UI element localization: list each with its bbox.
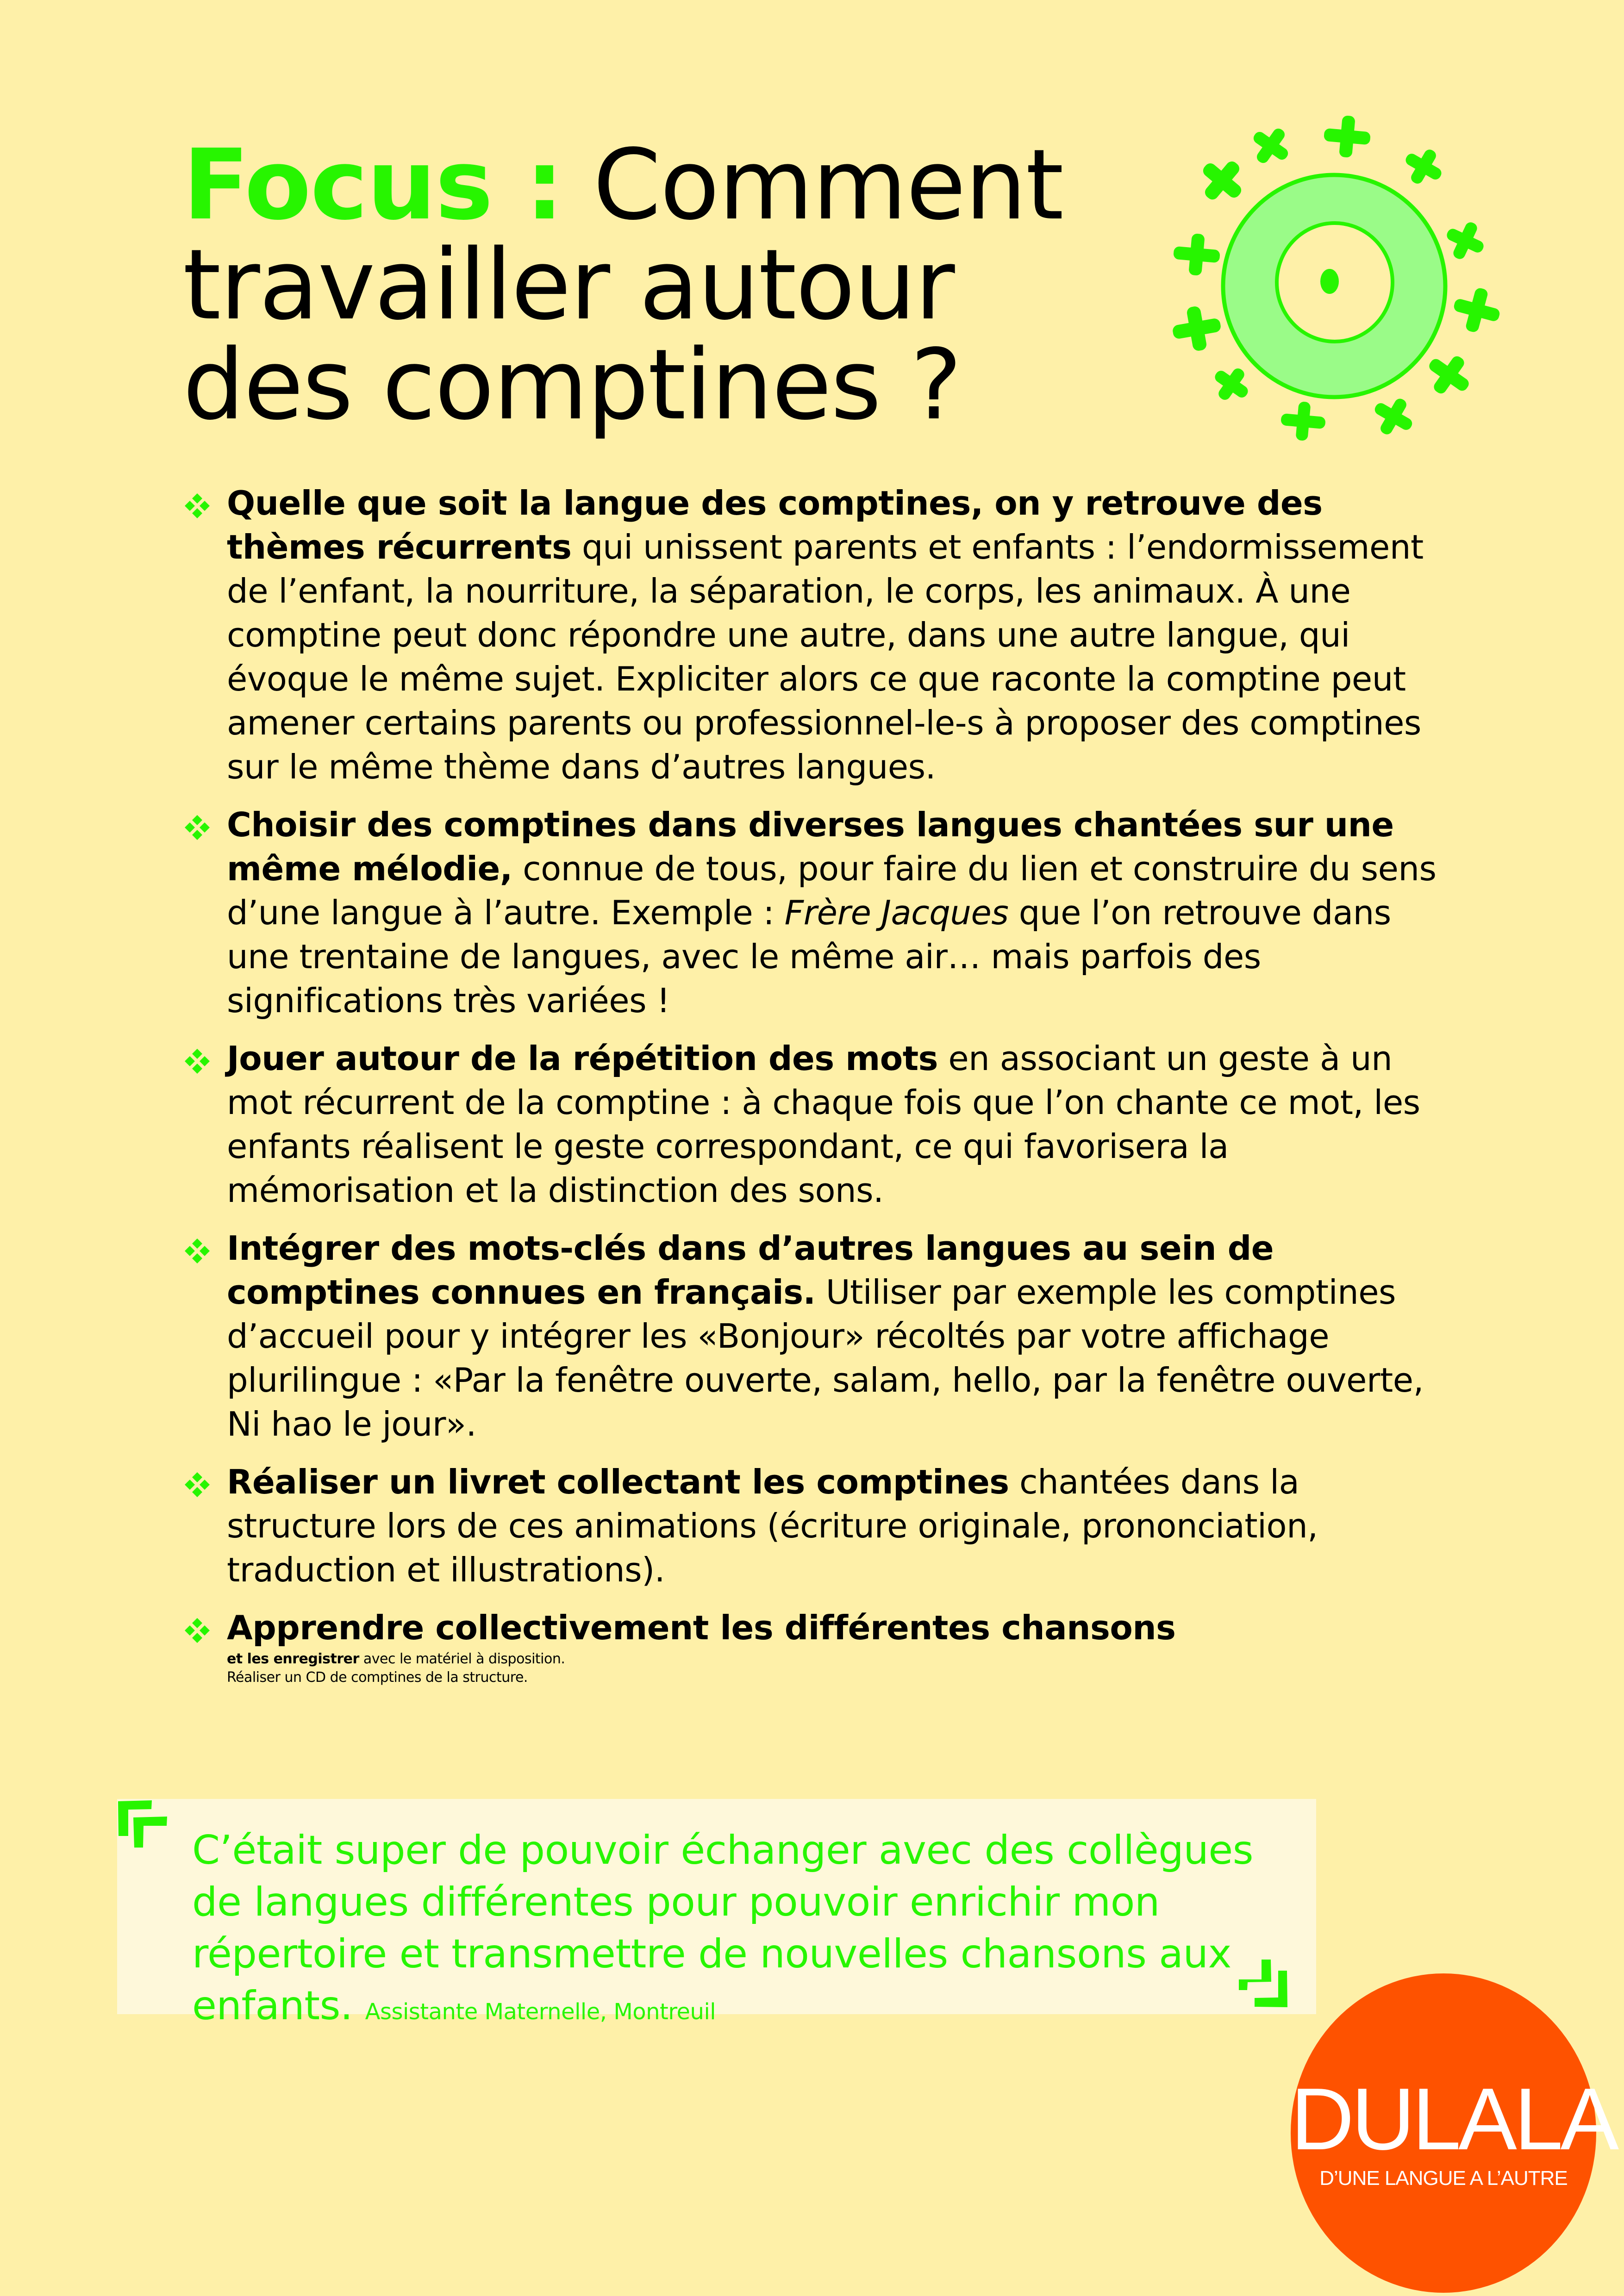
cross-icon <box>1449 283 1505 338</box>
tip-heading: Apprendre collectivement les différentes chansons <box>227 1608 1176 1647</box>
tip-heading: Jouer autour de la répétition des mots <box>227 1039 938 1078</box>
sun-ring-emblem-icon <box>1157 106 1537 449</box>
logo-name: DULALA <box>1291 2070 1617 2168</box>
four-diamond-bullet-icon <box>183 1047 212 1076</box>
list-item <box>183 803 1456 1023</box>
title-line2: travailler autour <box>183 228 954 342</box>
tip-body-cont: que l’on retrouve dans une trentaine de langues, avec le même air… mais parfois des significations très variées ! <box>227 893 1391 1020</box>
quote-attribution: Assistante Maternelle, Montreuil <box>365 1999 716 2025</box>
cross-icon <box>1172 232 1221 277</box>
open-quote-bracket-icon <box>117 1799 173 1850</box>
cross-icon <box>1419 345 1479 405</box>
tips-list <box>183 481 1456 1701</box>
cross-icon <box>1322 114 1372 159</box>
testimonial-box <box>117 1799 1316 2029</box>
tip-small-line1 <box>227 1650 1456 1668</box>
tip-small-bold: et les enregistrer <box>227 1651 359 1667</box>
close-quote-bracket-icon <box>1237 1959 1293 2010</box>
tip-heading: Choisir des comptines dans diverses langues chantées sur une même mélodie, <box>227 805 1394 888</box>
cross-icon <box>1280 400 1327 442</box>
title-line1: Comment <box>563 128 1063 242</box>
song-title: Frère Jacques <box>784 893 1009 932</box>
four-diamond-bullet-icon <box>183 1237 212 1265</box>
four-diamond-bullet-icon <box>183 492 212 520</box>
list-item <box>183 481 1456 789</box>
tip-body: qui unissent parents et enfants : l’endormissement de l’enfant, la nourriture, la séparation, le corps, les animaux. À une comptine peut donc répondre une autre, dans une autre langue, qui évoque le même sujet. Expliciter alors ce que raconte la comptine peut amener certains parents ou professionnel-le-s à proposer des comptines sur le même thème dans d’autres langues. <box>227 528 1424 786</box>
logo-tagline: D’UNE LANGUE A L’AUTRE <box>1319 2167 1568 2190</box>
page-title <box>183 128 1063 442</box>
cross-icon <box>1244 119 1298 173</box>
cross-icon <box>1191 149 1253 212</box>
testimonial-text <box>192 1824 1303 2038</box>
tip-body: chantées dans la structure lors de ces animations (écriture originale, prononciation, traduction et illustrations). <box>227 1462 1318 1589</box>
tip-body: connue de tous, pour faire du lien et construire du sens d’une langue à l’autre. Exemple : <box>227 849 1437 932</box>
four-diamond-bullet-icon <box>183 813 212 842</box>
cross-icon <box>1169 303 1224 355</box>
four-diamond-bullet-icon <box>183 1616 212 1645</box>
tip-small-line2: Réaliser un CD de comptines de la structure. <box>227 1669 528 1686</box>
cross-icon <box>1439 215 1491 267</box>
tip-body: Utiliser par exemple les comptines d’accueil pour y intégrer les «Bonjour» récoltés par votre affichage plurilingue : «Par la fenêtre ouverte, salam, hello, par la fenêtre ouverte, Ni hao le jour». <box>227 1273 1424 1444</box>
tip-small-text: avec le matériel à disposition. <box>359 1651 565 1667</box>
list-item <box>183 1606 1456 1687</box>
cross-icon <box>1366 390 1421 444</box>
dulala-logo <box>1291 1973 1617 2293</box>
four-diamond-bullet-icon <box>183 1470 212 1499</box>
cross-icon <box>1206 359 1256 409</box>
title-line3: des comptines ? <box>183 328 962 442</box>
tip-heading: Quelle que soit la langue des comptines, on y retrouve des thèmes récurrents <box>227 484 1323 566</box>
list-item <box>183 1037 1456 1213</box>
list-item <box>183 1460 1456 1592</box>
title-accent: Focus : <box>183 128 563 242</box>
tip-heading: Intégrer des mots-clés dans d’autres langues au sein de comptines connues en français. <box>227 1229 1274 1312</box>
quote-body: C’était super de pouvoir échanger avec des collègues de langues différentes pour pouvoir enrichir mon répertoire et transmettre de nouvelles chansons aux enfants. <box>192 1827 1254 2029</box>
tip-body: en associant un geste à un mot récurrent de la comptine : à chaque fois que l’on chante ce mot, les enfants réalisent le geste correspondant, ce qui favorisera la mémorisation et la distinction des sons. <box>227 1039 1420 1210</box>
list-item <box>183 1226 1456 1446</box>
cross-icon <box>1398 141 1450 192</box>
tip-heading: Réaliser un livret collectant les comptines <box>227 1462 1009 1501</box>
